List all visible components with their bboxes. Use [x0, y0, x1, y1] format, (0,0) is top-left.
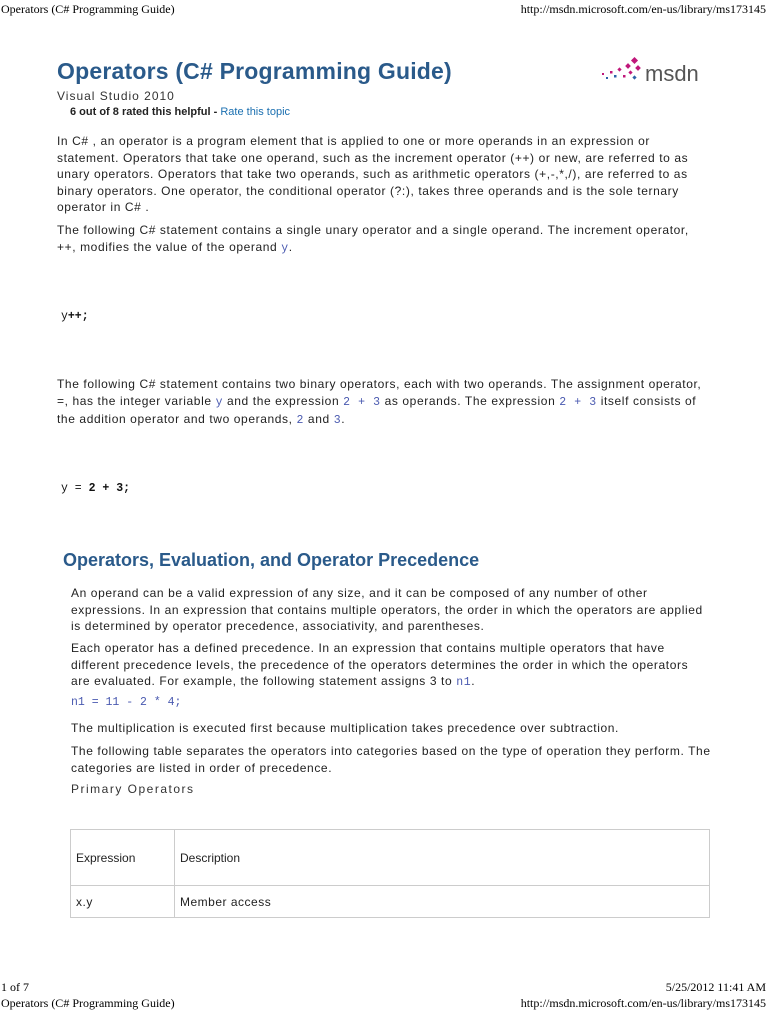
code-block-1: [61, 310, 89, 323]
code-block-2: [61, 482, 130, 495]
code2-eq: =: [67, 482, 89, 495]
print-footer-datetime: 5/25/2012 11:41 AM: [665, 980, 766, 994]
inline-code: n1: [456, 676, 472, 689]
p3-text-a: The following C# statement contains two binary operators, each with two operands. The assignment operator, =, has the integer variable: [57, 377, 702, 408]
code2-expr: 2 + 3;: [88, 482, 131, 495]
p3-text-b: and the expression: [223, 393, 344, 408]
precedence-code-example: n1 = 11 - 2 * 4;: [71, 696, 182, 709]
intro-p2-text: The following C# statement contains a single unary operator and a single operand. The increment operator, ++, modifies the value of the operand: [57, 223, 689, 254]
inline-code: y: [215, 395, 224, 409]
print-footer-url: http://msdn.microsoft.com/en-us/library/ms173145: [520, 996, 766, 1010]
logo-text: msdn: [645, 61, 699, 86]
table-row: [71, 886, 710, 918]
code1-var: y: [61, 310, 68, 323]
sec-p2-end: .: [471, 674, 476, 688]
sec-p2-text: Each operator has a defined precedence. In an expression that contains multiple operators that have different precedence levels, the precedence of the operators determines the order in which the operators are evaluated. For example, the following statement assigns 3 to: [71, 641, 689, 688]
inline-code: 3: [333, 414, 342, 427]
inline-code: 2: [296, 414, 304, 427]
table-header-cell: Expression: [71, 830, 175, 886]
table-cell: x.y: [71, 886, 175, 918]
section-paragraph-1: An operand can be a valid expression of any size, and it can be composed of any number of other expressions. In an expression that contains multiple operators, the order in which the operators are applied is determined by operator precedence, associativity, and parentheses.: [71, 586, 703, 633]
section-heading: Operators, Evaluation, and Operator Precedence: [63, 550, 480, 570]
p3-text-d: itself consists of the addition operator and two operands,: [57, 393, 697, 426]
page-title: Operators (C# Programming Guide): [57, 58, 452, 84]
intro-paragraph-3: [57, 376, 707, 430]
rating-text: 6 out of 8 rated this helpful: [70, 106, 211, 118]
table-header-cell: Description: [175, 830, 710, 886]
intro-p2-end: .: [288, 239, 293, 254]
print-footer-page: 1 of 7: [1, 980, 29, 994]
rating-separator: -: [210, 106, 221, 118]
intro-paragraph-2: [57, 222, 707, 257]
primary-operators-label: Primary Operators: [71, 782, 195, 796]
print-header-url: http://msdn.microsoft.com/en-us/library/ms173145: [520, 2, 766, 16]
section-paragraph-4: The following table separates the operators into categories based on the type of operation they perform. The categories are listed in order of precedence.: [71, 744, 711, 775]
rating-line: [70, 106, 290, 118]
print-header-title: Operators (C# Programming Guide): [1, 2, 175, 16]
section-paragraph-3: The multiplication is executed first because multiplication takes precedence over subtraction.: [71, 721, 619, 735]
table-cell: Member access: [175, 886, 710, 918]
operators-table: [70, 829, 710, 918]
section-paragraph-2: [71, 640, 711, 692]
msdn-logo-icon: [598, 54, 713, 90]
p3-text-c: as operands. The expression: [380, 393, 560, 408]
rate-topic-link[interactable]: Rate this topic: [220, 106, 291, 118]
code2-var: y: [61, 482, 68, 495]
p3-text-e: and: [304, 412, 334, 426]
code1-op: ++;: [67, 310, 89, 323]
table-header-row: [71, 830, 710, 886]
page-subtitle: Visual Studio 2010: [57, 89, 175, 103]
inline-code: 2 + 3: [559, 395, 597, 409]
inline-code: 2 + 3: [343, 395, 381, 409]
intro-paragraph-1: In C# , an operator is a program element that is applied to one or more operands in an expression or statement. Operators that take one operand, such as the increment operator (++) or new, are referred to as unary operators. Operators that take two operands, such as arithmetic operators (+,-,*,/), are referred to as binary operators. One operator, the conditional operator (?:), takes three operands and is the sole ternary operator in C# .: [57, 134, 689, 214]
print-footer-title: Operators (C# Programming Guide): [1, 996, 175, 1010]
p3-text-f: .: [341, 412, 346, 426]
msdn-logo: [598, 54, 713, 90]
inline-code: y: [281, 241, 289, 255]
